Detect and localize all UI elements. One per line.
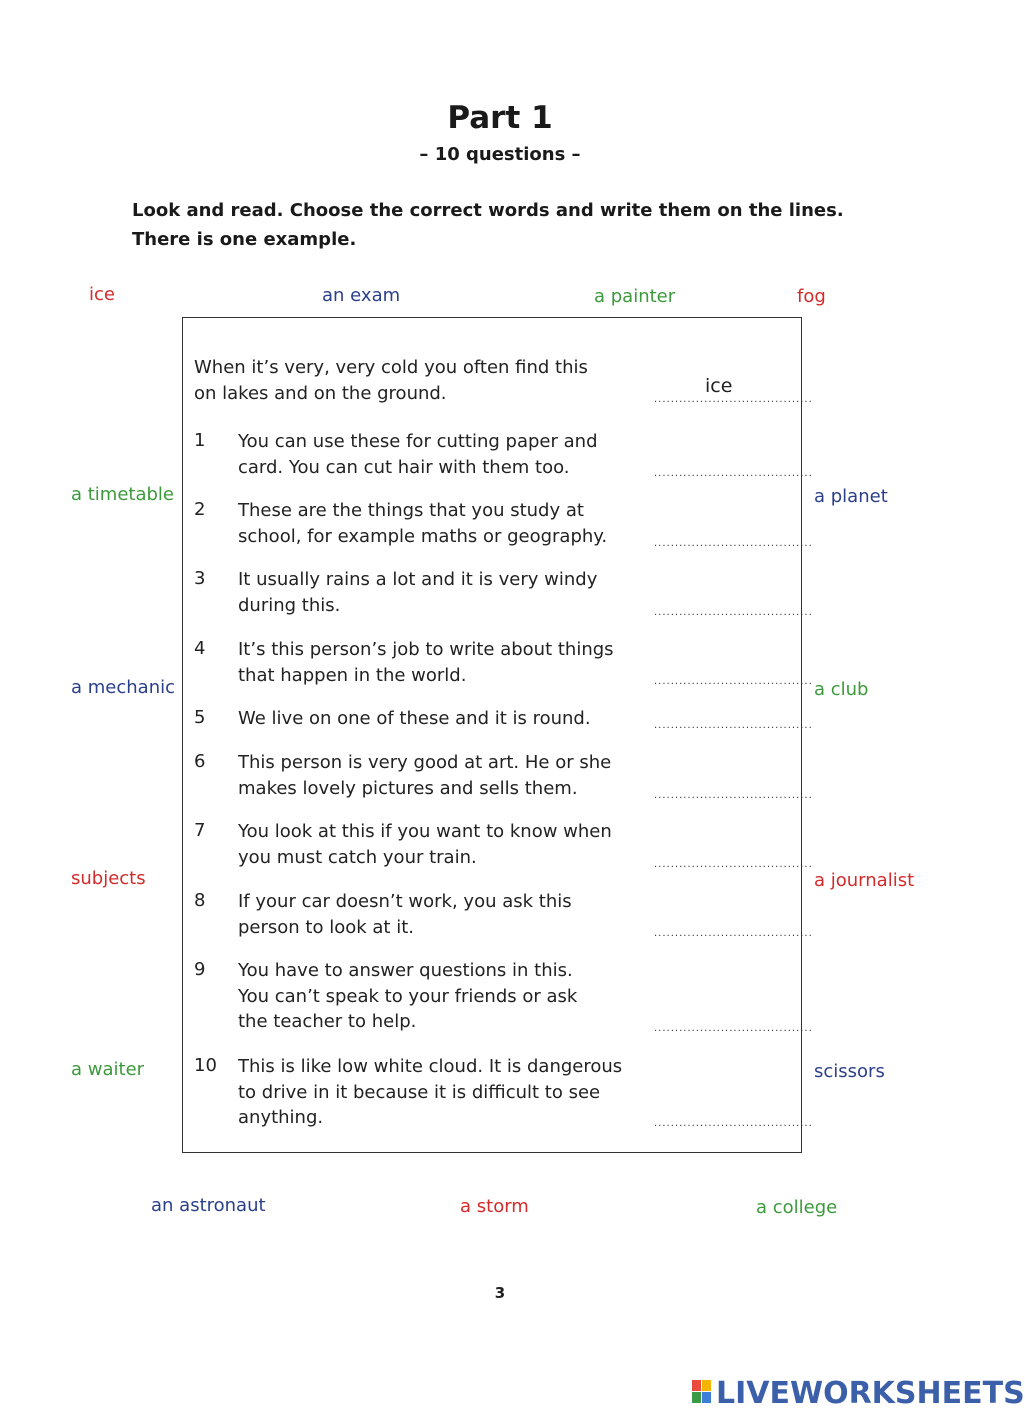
question-number-2: 2 [194,499,206,520]
word-timetable: a timetable [71,484,175,505]
question-1-line-1: You can use these for cutting paper and [238,431,598,452]
answer-input-2[interactable]: ...................................... [654,538,813,549]
question-8-line-2: person to look at it. [238,916,414,938]
question-1-text [238,429,598,480]
question-7-text [238,819,612,870]
question-number-7: 7 [194,820,206,841]
page-subtitle: – 10 questions – [419,144,581,165]
word-planet: a planet [814,486,888,507]
example-text [194,355,588,406]
footer-brand[interactable]: LIVEWORKSHEETS [716,1376,1025,1411]
instructions-line-1: Look and read. Choose the correct words and write them on the lines. [132,200,844,221]
question-8-line-1: If your car doesn’t work, you ask this [238,891,572,912]
word-club: a club [814,679,869,700]
question-9-line-1: You have to answer questions in this. [238,960,573,981]
question-7-line-1: You look at this if you want to know when [238,821,612,842]
question-1-line-2: card. You can cut hair with them too. [238,456,570,478]
question-6-line-1: This person is very good at art. He or she [238,752,612,773]
question-10-text [238,1054,622,1131]
question-2-text [238,498,607,549]
answer-input-8[interactable]: ...................................... [654,928,813,939]
question-3-line-2: during this. [238,594,341,616]
word-mechanic: a mechanic [71,677,176,698]
question-5-text [238,706,591,732]
question-4-line-2: that happen in the world. [238,664,467,686]
question-number-4: 4 [194,638,206,659]
word-subjects: subjects [71,868,146,889]
answer-input-5[interactable]: ...................................... [654,720,813,731]
word-ice: ice [89,284,115,305]
word-painter: a painter [594,286,676,307]
question-9-line-3: the teacher to help. [238,1011,417,1032]
example-answer: ice [705,375,733,397]
question-3-line-1: It usually rains a lot and it is very windy [238,569,598,590]
question-2-line-1: These are the things that you study at [238,500,584,521]
answer-input-6[interactable]: ...................................... [654,790,813,801]
question-10-line-3: anything. [238,1107,324,1128]
liveworksheets-logo-icon [692,1380,712,1404]
question-5-line-1: We live on one of these and it is round. [238,708,591,729]
word-astronaut: an astronaut [151,1195,266,1216]
instructions-line-2: There is one example. [132,229,357,250]
question-number-8: 8 [194,890,206,911]
question-6-text [238,750,611,801]
question-number-10: 10 [194,1055,217,1076]
question-number-5: 5 [194,707,206,728]
word-journalist: a journalist [814,870,915,891]
answer-input-10[interactable]: ...................................... [654,1118,813,1129]
question-3-text [238,567,597,618]
page-number: 3 [494,1284,506,1302]
question-9-line-2: You can’t speak to your friends or ask [238,985,578,1007]
question-9-text [238,958,577,1035]
answer-input-1[interactable]: ...................................... [654,468,813,479]
word-college: a college [756,1197,838,1218]
answer-line-example: ...................................... [654,394,813,405]
word-waiter: a waiter [71,1059,145,1080]
question-8-text [238,889,572,940]
example-line-2: on lakes and on the ground. [194,382,447,404]
question-6-line-2: makes lovely pictures and sells them. [238,777,578,799]
word-fog: fog [797,286,826,307]
question-number-3: 3 [194,568,206,589]
question-2-line-2: school, for example maths or geography. [238,525,608,547]
question-number-6: 6 [194,751,206,772]
question-10-line-1: This is like low white cloud. It is dangerous [238,1056,623,1077]
word-storm: a storm [460,1196,529,1217]
answer-input-3[interactable]: ...................................... [654,607,813,618]
question-10-line-2: to drive in it because it is difficult to see [238,1081,601,1103]
answer-input-9[interactable]: ...................................... [654,1023,813,1034]
answer-input-4[interactable]: ...................................... [654,676,813,687]
page-title: Part 1 [447,100,553,136]
question-4-text [238,637,614,688]
answer-input-7[interactable]: ...................................... [654,859,813,870]
question-7-line-2: you must catch your train. [238,846,477,868]
question-4-line-1: It’s this person’s job to write about things [238,639,614,660]
example-line-1: When it’s very, very cold you often find this [194,357,588,378]
question-number-1: 1 [194,430,206,451]
word-scissors: scissors [814,1061,885,1082]
question-number-9: 9 [194,959,206,980]
word-exam: an exam [322,285,401,306]
